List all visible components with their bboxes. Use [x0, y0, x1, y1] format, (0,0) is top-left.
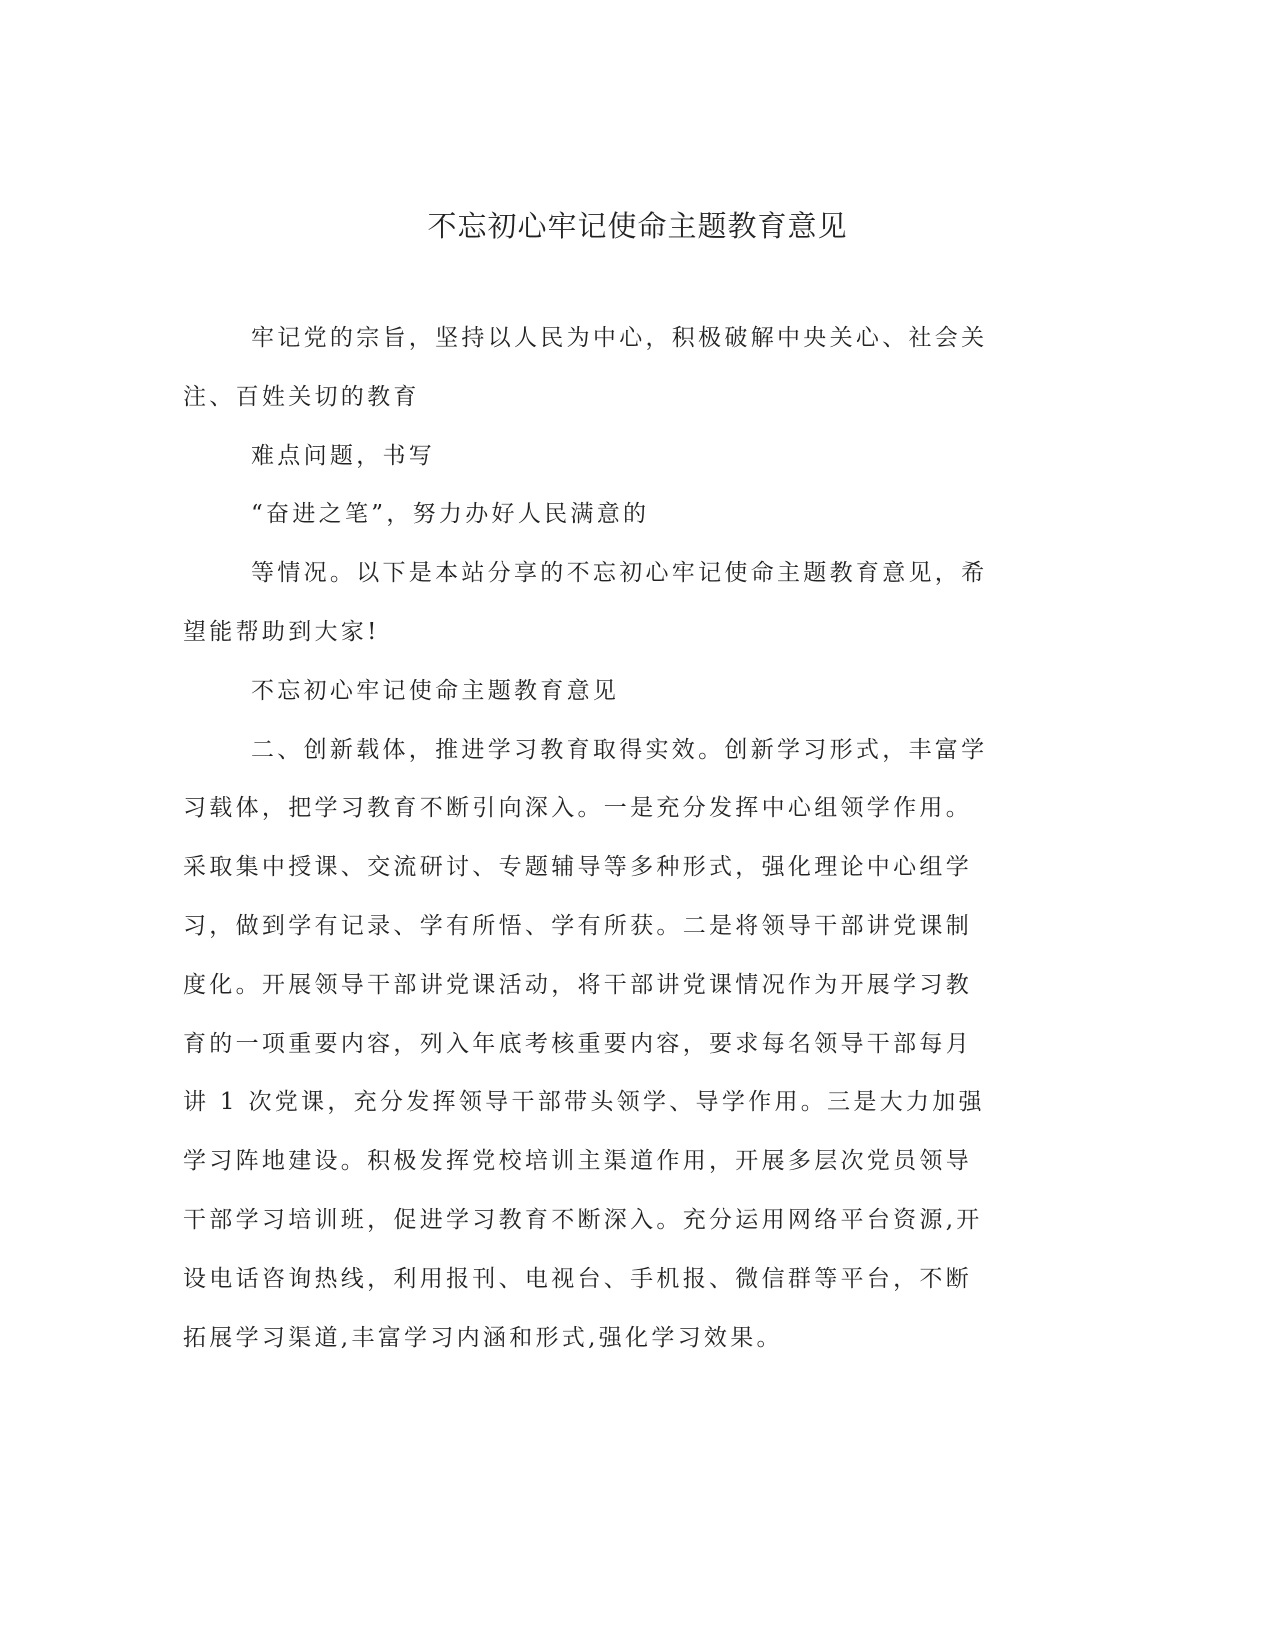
- paragraph-line: 讲 1 次党课，充分发挥领导干部带头领学、导学作用。三是大力加强: [183, 1089, 985, 1116]
- paragraph-line: 习，做到学有记录、学有所悟、学有所获。二是将领导干部讲党课制: [183, 913, 972, 939]
- paragraph-line: 育的一项重要内容，列入年底考核重要内容，要求每名领导干部每月: [183, 1030, 972, 1057]
- paragraph-line: 习载体，把学习教育不断引向深入。一是充分发挥中心组领学作用。: [183, 795, 972, 822]
- paragraph-line: 等情况。以下是本站分享的不忘初心牢记使命主题教育意见，希: [251, 560, 988, 587]
- paragraph-line: 望能帮助到大家!: [183, 619, 380, 645]
- document-title: 不忘初心牢记使命主题教育意见: [427, 209, 848, 243]
- paragraph-line: 牢记党的宗旨，坚持以人民为中心，积极破解中央关心、社会关: [251, 325, 988, 351]
- paragraph-line: 度化。开展领导干部讲党课活动，将干部讲党课情况作为开展学习教: [183, 971, 972, 998]
- paragraph-line: 干部学习培训班，促进学习教育不断深入。充分运用网络平台资源,开: [183, 1207, 983, 1233]
- paragraph-line: 二、创新载体，推进学习教育取得实效。创新学习形式，丰富学: [251, 736, 988, 763]
- paragraph-line: 采取集中授课、交流研讨、专题辅导等多种形式，强化理论中心组学: [183, 854, 972, 881]
- paragraph-line: 设电话咨询热线，利用报刊、电视台、手机报、微信群等平台，不断: [183, 1265, 972, 1292]
- paragraph-line: 学习阵地建设。积极发挥党校培训主渠道作用，开展多层次党员领导: [183, 1148, 972, 1175]
- paragraph-line: “奋进之笔”，努力办好人民满意的: [251, 501, 650, 528]
- paragraph-line: 难点问题，书写: [251, 442, 436, 469]
- paragraph-line: 拓展学习渠道,丰富学习内涵和形式,强化学习效果。: [183, 1324, 783, 1351]
- paragraph-line: 不忘初心牢记使命主题教育意见: [251, 677, 620, 704]
- paragraph-line: 注、百姓关切的教育: [183, 383, 420, 410]
